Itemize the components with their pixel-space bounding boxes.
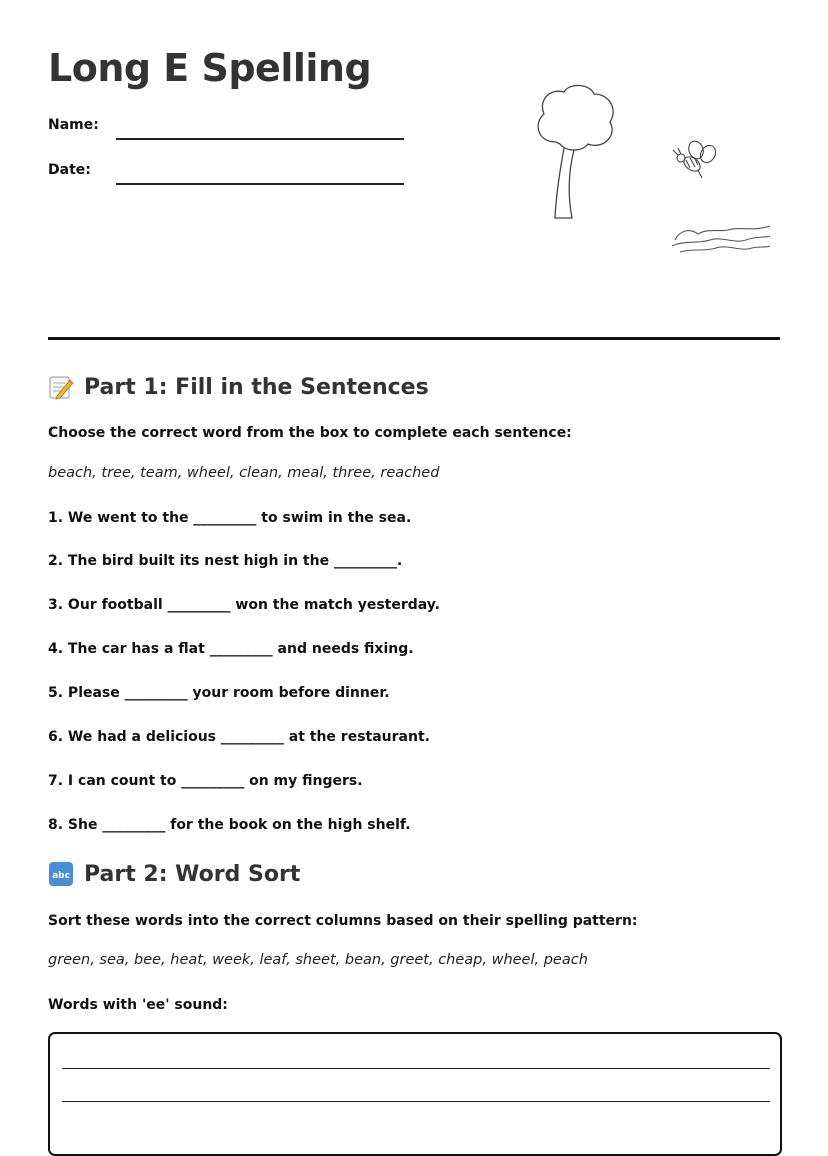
tree-icon [538, 85, 613, 218]
part1-instruction: Choose the correct word from the box to complete each sentence: [48, 425, 572, 441]
ee-answer-box[interactable] [48, 1032, 782, 1156]
name-line[interactable] [116, 138, 404, 140]
section-divider [48, 337, 780, 340]
sentence-8: 8. She _________ for the book on the high shelf. [48, 817, 411, 833]
date-line[interactable] [116, 183, 404, 185]
part1-word-bank: beach, tree, team, wheel, clean, meal, three, reached [48, 465, 440, 481]
abc-icon [48, 861, 74, 887]
sentence-6: 6. We had a delicious _________ at the restaurant. [48, 729, 430, 745]
sentence-4: 4. The car has a flat _________ and needs fixing. [48, 641, 414, 657]
part2-heading [48, 861, 300, 887]
bee-icon [673, 139, 719, 178]
part1-heading-text: Part 1: Fill in the Sentences [84, 374, 429, 400]
sentence-5: 5. Please _________ your room before dinner. [48, 685, 390, 701]
answer-line[interactable] [62, 1068, 770, 1069]
answer-line[interactable] [62, 1101, 770, 1102]
sea-waves-icon [672, 226, 770, 252]
part2-heading-text: Part 2: Word Sort [84, 861, 301, 887]
sentence-7: 7. I can count to _________ on my fingers. [48, 773, 363, 789]
worksheet-title: Long E Spelling [48, 46, 372, 90]
name-label: Name: [48, 117, 99, 133]
svg-text:abc: abc [52, 871, 70, 881]
illustration [520, 80, 780, 270]
memo-icon [48, 374, 74, 400]
part1-heading [48, 374, 429, 400]
part2-word-list: green, sea, bee, heat, week, leaf, sheet, bean, greet, cheap, wheel, peach [48, 952, 588, 968]
sentence-2: 2. The bird built its nest high in the _________. [48, 553, 403, 569]
part2-instruction: Sort these words into the correct columns based on their spelling pattern: [48, 913, 638, 929]
ee-sound-label: Words with 'ee' sound: [48, 997, 228, 1013]
sentence-1: 1. We went to the _________ to swim in the sea. [48, 510, 412, 526]
sentence-3: 3. Our football _________ won the match yesterday. [48, 597, 440, 613]
date-label: Date: [48, 162, 91, 178]
